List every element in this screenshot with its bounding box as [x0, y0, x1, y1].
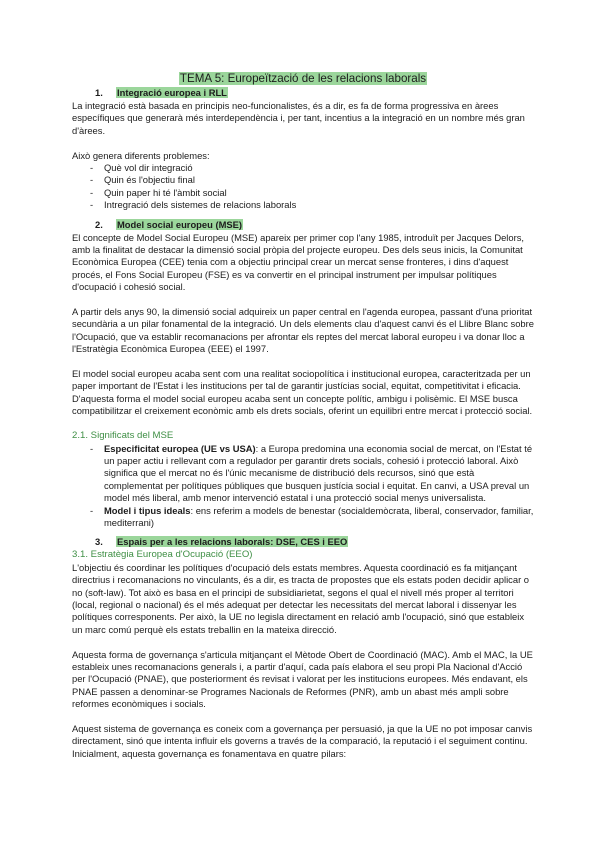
- document-page: [72, 72, 534, 760]
- subsection-2-1-heading: 2.1. Significats del MSE: [72, 430, 174, 442]
- section-3-paragraph-1: L'objectiu és coordinar les polítiques d'ocupació dels estats membres. Aquesta coordinació es fa mitjançant directrius i recomanacions no vinculants, és a dir, es tracta de propostes que els estats poden decidir aplicar o no (soft-law). Tot això es basa en el principi de subsidiarietat, segons el qual el nivell més proper al territori (local, regional o nacional) és el més adequat per detectar les necessitats del mercat laboral i dissenyar les polítiques corresponents. Per això, la UE no legisla directament en relació amb l'ocupació, sinó que estableix un marc comú perquè els estats treballin en la mateixa direcció.: [72, 561, 530, 635]
- section-1-problems-intro: Això genera diferents problemes:: [72, 149, 210, 161]
- mse-meanings-list: [72, 443, 534, 530]
- list-item: - Què vol dir integració: [72, 162, 534, 174]
- section-2-heading: 2. Model social europeu (MSE): [95, 218, 243, 230]
- list-item: - Especificitat europea (UE vs USA): a Europa predomina una economia social de mercat, on l'Estat té un paper actiu i rellevant com a regulador per garantir drets socials, cohesió i protecció laboral. Això significa que el mercat no és l'únic mecanisme de distribució dels recursos, sinó que està complementat per polítiques públiques que busquen justícia social i equitat. En canvi, a USA preval un model més liberal, amb menor intervenció estatal i una protecció social menys universalista.: [72, 443, 534, 505]
- section-3-paragraph-3: Aquest sistema de governança es coneix com a governança per persuasió, ja que la UE no pot imposar canvis directament, sinó que intenta influir els governs a través de la comparació, la reputació i el seguiment continu. Inicialment, aquesta governança es fonamentava en quatre pilars:: [72, 723, 533, 759]
- section-2-paragraph-2: A partir dels anys 90, la dimensió social adquireix un paper central en l'agenda europea, passant d'una prioritat secundària a un pilar fonamental de la integració. Un dels elements clau d'aquest canvi és el Llibre Blanc sobre l'Ocupació, que va establir recomanacions per afrontar els reptes del mercat laboral europeu i va donar lloc a l'Estratègia Econòmica Europea (EEE) el 1997.: [72, 306, 534, 355]
- section-2-paragraph-1: El concepte de Model Social Europeu (MSE) apareix per primer cop l'any 1985, introduït per Jacques Delors, amb la finalitat de destacar la dimensió social pròpia del projecte europeu. Des dels seus inicis, la Comunitat Econòmica Europea (CEE) tenia com a objectiu principal crear un mercat sense fronteres, i dins d'aquest procés, el Fons Social Europeu (FSE) es va convertir en el principal instrument per impulsar polítiques d'ocupació i cohesió social.: [72, 231, 525, 293]
- section-1-paragraph: La integració està basada en principis neo-funcionalistes, és a dir, es fa de forma progressiva en àrees específiques que generarà més interdependència i, per tant, incentius a la integració en un nombre més gran d'àrees.: [72, 100, 525, 136]
- list-item: - Model i tipus ideals: ens referim a models de benestar (socialdemòcrata, liberal, conservador, familiar, mediterrani): [72, 505, 534, 530]
- list-item: - Quin és l'objectiu final: [72, 174, 534, 186]
- page-title: TEMA 5: Europeïtzació de les relacions laborals: [179, 72, 427, 85]
- subsection-3-1-heading: 3.1. Estratègia Europea d'Ocupació (EEO): [72, 549, 253, 561]
- section-1-heading: 1. Integració europea i RLL: [95, 87, 227, 98]
- section-3-heading: 3. Espais per a les relacions laborals: DSE, CES i EEO: [95, 536, 348, 548]
- section-2-paragraph-3: El model social europeu acaba sent com una realitat sociopolítica i institucional europea, caracteritzada per un paper important de l'Estat i les institucions per tal de garantir justícias social, equitat, competitivitat i eficacia. D'aquesta forma el model social europeu acaba sent un concepte polític, ambigu i polisèmic. El MSE busca compatibilitzar el creixement econòmic amb els drets socials, oferint un equilibri entre mercat i protecció social.: [72, 368, 533, 417]
- list-item: - Quin paper hi té l'àmbit social: [72, 187, 534, 199]
- problems-list: [72, 162, 534, 212]
- section-3-paragraph-2: Aquesta forma de governança s'articula mitjançant el Mètode Obert de Coordinació (MAC). Amb el MAC, la UE estableix unes recomanacions generals i, a partir d'aquí, cada país elabora el seu propi Pla Nacional d'Acció per l'Ocupació (PNAE), que posteriorment és revisat i valorat per les institucions europees. Més endavant, els PNAE passen a denominar-se Programes Nacionals de Reformes (PNR), amb un abast més ampli sobre reformes econòmiques i socials.: [72, 648, 533, 710]
- list-item: - Intregració dels sistemes de relacions laborals: [72, 199, 534, 211]
